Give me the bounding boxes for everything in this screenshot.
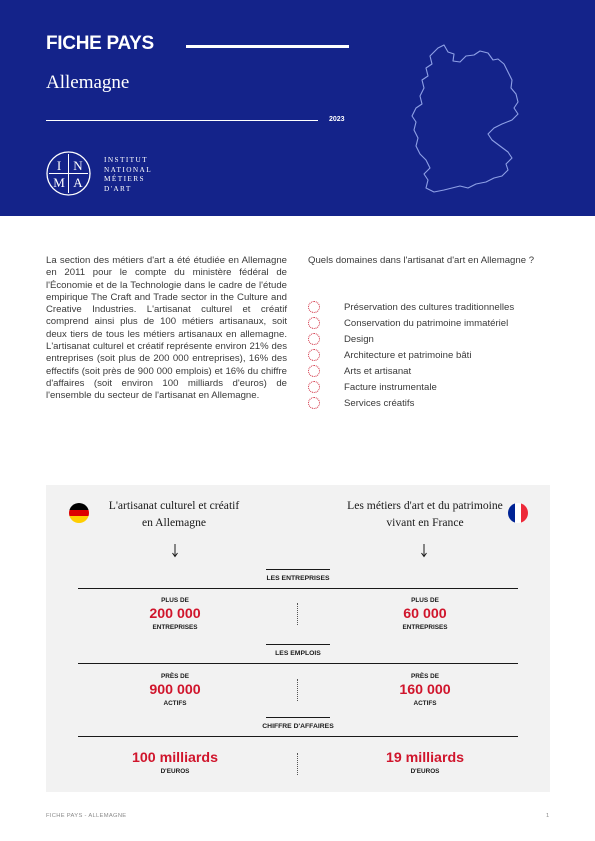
inma-logo <box>46 151 91 196</box>
germany-flag-icon <box>69 503 89 523</box>
domain-label: Arts et artisanat <box>344 366 412 377</box>
dotted-circle-icon <box>308 349 320 361</box>
france-flag-icon <box>508 503 528 523</box>
domain-label: Préservation des cultures traditionnelles <box>344 302 515 313</box>
stat-unit: ACTIFS <box>163 700 187 707</box>
list-item <box>308 349 514 365</box>
stat-prefix: PLUS DE <box>411 597 439 604</box>
logo-line: MÉTIERS <box>104 174 146 183</box>
domain-label: Design <box>344 334 374 345</box>
domain-label: Conservation du patrimoine immatériel <box>344 318 509 329</box>
list-item <box>308 381 514 397</box>
section-label-chiffre-affaires: CHIFFRE D'AFFAIRES <box>262 723 334 730</box>
dotted-circle-icon <box>308 301 320 313</box>
stat-value: 100 milliards <box>132 750 218 766</box>
stat-unit: D'EUROS <box>410 768 440 775</box>
stat-prefix: PRÈS DE <box>410 673 440 680</box>
logo-letter-a: A <box>73 175 83 190</box>
france-side-title: Les métiers d'art et du patrimoine vivant en France <box>347 499 503 529</box>
section-top-rule <box>266 644 330 645</box>
list-item <box>308 333 514 349</box>
stat-unit: ENTREPRISES <box>402 624 448 631</box>
stat-unit: ENTREPRISES <box>152 624 198 631</box>
dotted-circle-icon <box>308 381 320 393</box>
list-item <box>308 317 514 333</box>
list-item <box>308 365 514 381</box>
stat-value: 900 000 <box>149 682 201 698</box>
stat-germany-chiffre-affaires <box>115 749 235 776</box>
year-rule <box>46 120 318 121</box>
stat-france-chiffre-affaires <box>365 749 485 776</box>
domain-label: Facture instrumentale <box>344 382 437 393</box>
document-type-title: FICHE PAYS <box>46 33 154 54</box>
stat-unit: D'EUROS <box>160 768 190 775</box>
stat-value: 19 milliards <box>385 750 465 766</box>
domains-question: Quels domaines dans l'artisanat d'art en Allemagne ? <box>308 255 535 266</box>
stat-prefix: PRÈS DE <box>160 673 190 680</box>
dotted-circle-icon <box>308 397 320 409</box>
section-label-emplois: LES EMPLOIS <box>275 650 321 657</box>
section-bottom-rule <box>78 736 518 737</box>
logo-wordmark <box>104 155 224 193</box>
stat-unit: ACTIFS <box>413 700 437 707</box>
stat-france-entreprises <box>365 596 485 632</box>
dotted-divider <box>297 679 298 701</box>
intro-paragraph: La section des métiers d'art a été étudiée en Allemagne en 2011 pour le compte du ministère fédéral de l'Économie et de la Technologie dans le cadre de l'étude empirique The Craft and Trade sector in the Culture and Creative Industries. L'artisanat culturel et créatif comprend ainsi plus de 100 métiers artisanaux, soit deux tiers de tous les métiers artisanaux en allemagne. L'artisanat culturel et créatif représente environ 21% des entreprises (soit plus de 200 000 entreprises), 16% des effectifs (soit près de 900 000 emplois) et 16% du chiffre d'affaires (soit environ 100 milliards d'euros) de l'ensemble du secteur de l'artisanat en Allemagne. <box>46 255 287 402</box>
stat-germany-emplois <box>115 672 235 708</box>
year-label: 2023 <box>329 116 345 123</box>
stat-prefix: PLUS DE <box>161 597 189 604</box>
germany-side-title: L'artisanat culturel et créatif en Allemagne <box>108 499 240 529</box>
comparison-panel <box>46 485 550 792</box>
stat-value: 200 000 <box>149 606 201 622</box>
dotted-circle-icon <box>308 317 320 329</box>
domain-label: Services créatifs <box>344 398 415 409</box>
list-item <box>308 301 514 317</box>
logo-letter-n: N <box>73 158 83 173</box>
section-top-rule <box>266 717 330 718</box>
stat-france-emplois <box>365 672 485 708</box>
list-item <box>308 397 514 413</box>
country-name: Allemagne <box>46 72 130 93</box>
stat-germany-entreprises <box>115 596 235 632</box>
domain-label: Architecture et patrimoine bâti <box>344 350 472 361</box>
section-label-entreprises: LES ENTREPRISES <box>266 575 330 582</box>
logo-line: D'ART <box>104 183 132 193</box>
arrow-down-icon <box>420 544 428 558</box>
stat-value: 60 000 <box>403 606 447 622</box>
arrow-down-icon <box>171 544 179 558</box>
logo-letter-m: M <box>53 175 65 190</box>
logo-letter-i: I <box>56 158 62 173</box>
section-bottom-rule <box>78 588 518 589</box>
germany-outline-map-icon <box>408 42 538 197</box>
page-number: 1 <box>546 813 550 819</box>
logo-line: NATIONAL <box>104 164 153 174</box>
logo-line: INSTITUT <box>104 155 149 164</box>
domains-list <box>308 301 514 413</box>
footer-label: FICHE PAYS - ALLEMAGNE <box>46 813 127 819</box>
dotted-circle-icon <box>308 333 320 345</box>
section-top-rule <box>266 569 330 570</box>
header-banner <box>0 0 595 216</box>
stat-value: 160 000 <box>399 682 451 698</box>
dotted-circle-icon <box>308 365 320 377</box>
dotted-divider <box>297 753 298 775</box>
title-rule <box>186 45 349 48</box>
section-bottom-rule <box>78 663 518 664</box>
dotted-divider <box>297 603 298 625</box>
